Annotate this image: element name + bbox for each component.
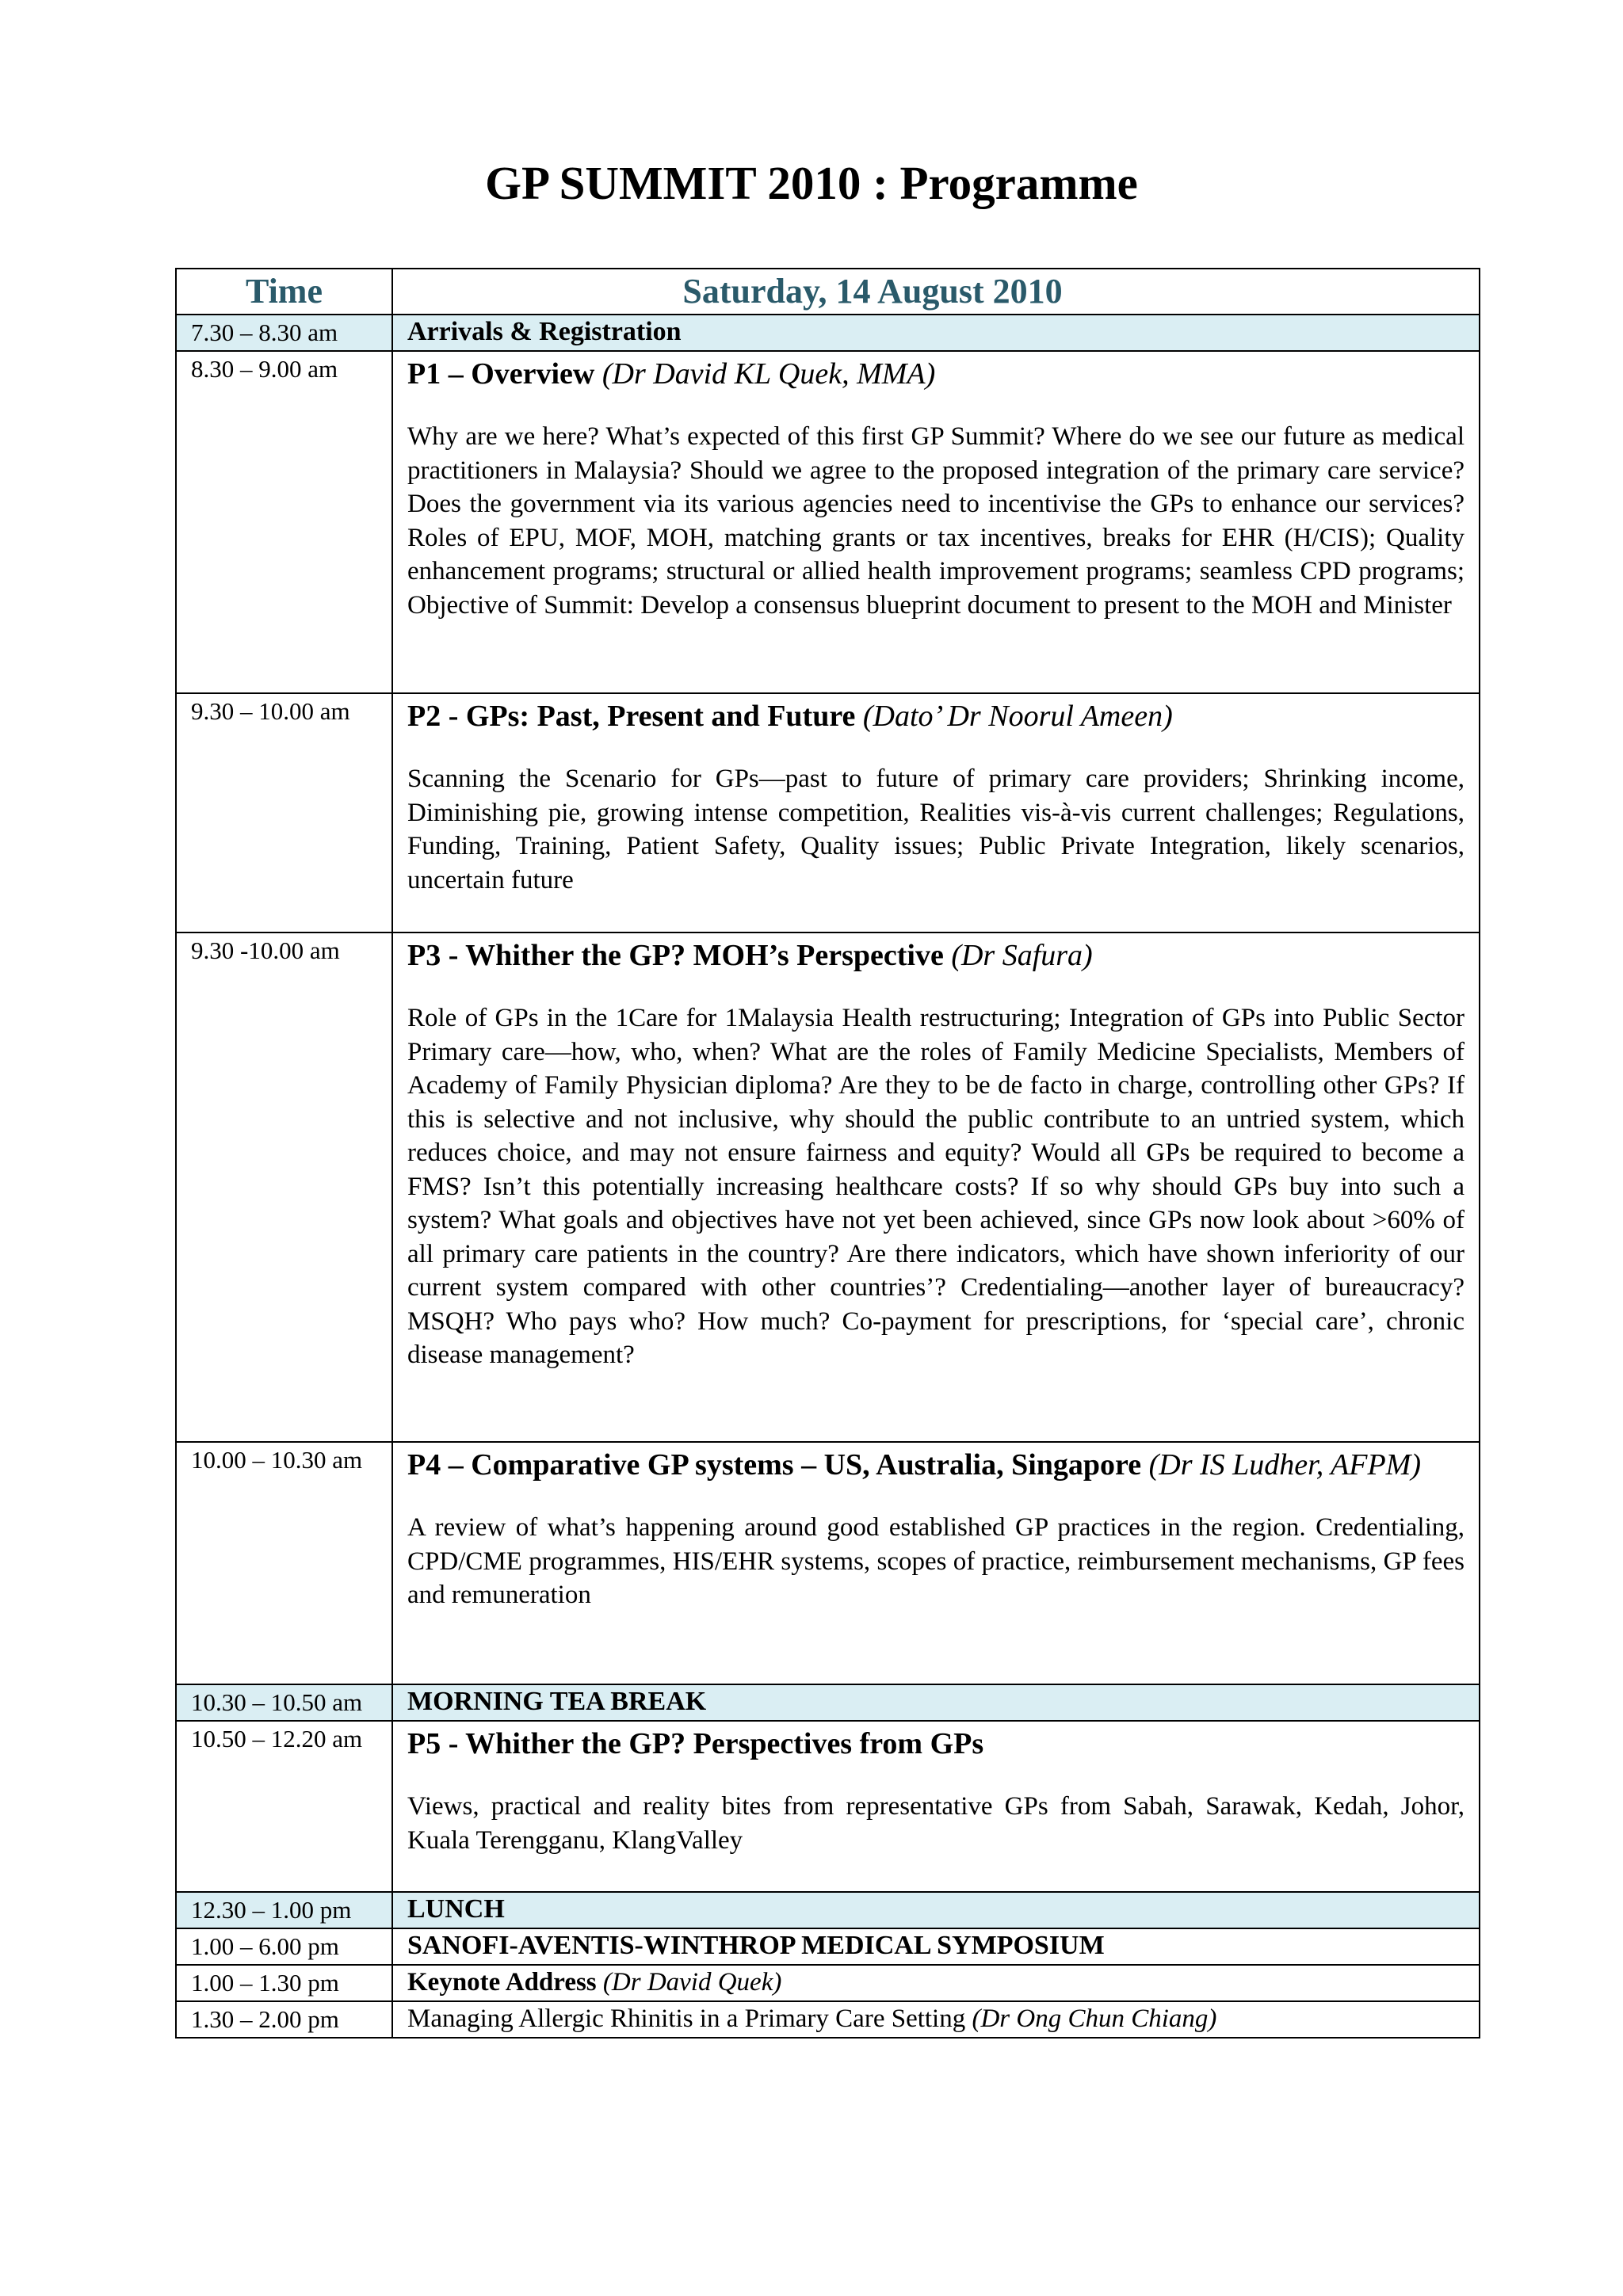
day-column-header: Saturday, 14 August 2010 [392,269,1480,315]
table-row [176,933,1480,1442]
table-row [176,315,1480,351]
session-title: Keynote Address [407,1968,597,1997]
session-title: P5 - Whither the GP? Perspectives from GPs [407,1727,984,1760]
session-description: Why are we here? What’s expected of this first GP Summit? Where do we see our future as medical practitioners in Malaysia? Should we agree to the proposed integration of the primary care service? Does the government via its various agencies need to incentivise the GPs to enhance our services? Roles of EPU, MOF, MOH, matching grants or tax incentives, breaks for EHR (H/CIS); Quality enhancement programs; structural or allied health improvement programs; seamless CPD programs; Objective of Summit: Develop a consensus blueprint document to present to the MOH and Minister [407,422,1465,620]
session-title: P2 - GPs: Past, Present and Future [407,700,856,733]
session-title: P4 – Comparative GP systems – US, Australia, Singapore [407,1448,1142,1482]
time-cell: 1.00 – 1.30 pm [176,1965,392,2001]
break-label: MORNING TEA BREAK [392,1684,1480,1721]
session-title: Managing Allergic Rhinitis in a Primary Care Setting [407,2004,966,2033]
table-row [176,351,1480,693]
session-speaker: (Dr Ong Chun Chiang) [972,2004,1217,2033]
time-cell: 10.50 – 12.20 am [176,1721,392,1892]
session-cell [392,933,1480,1442]
session-description: A review of what’s happening around good established GP practices in the region. Credentialing, CPD/CME programmes, HIS/EHR systems, scopes of practice, reimbursement mechanisms, GP fees and remuneration [407,1513,1465,1609]
session-heading [407,355,1465,393]
session-cell [392,693,1480,933]
session-title: P1 – Overview [407,357,595,391]
programme-table [175,268,1480,2039]
session-cell [392,1721,1480,1892]
break-label: LUNCH [392,1892,1480,1928]
session-cell [392,1965,1480,2001]
table-row [176,2001,1480,2038]
time-cell: 7.30 – 8.30 am [176,315,392,351]
time-cell: 12.30 – 1.00 pm [176,1892,392,1928]
session-speaker: (Dr IS Ludher, AFPM) [1148,1448,1421,1482]
session-heading [407,1725,1465,1763]
table-row [176,1965,1480,2001]
time-cell: 1.00 – 6.00 pm [176,1928,392,1965]
session-title: P3 - Whither the GP? MOH’s Perspective [407,939,944,972]
table-row [176,1892,1480,1928]
session-cell [392,351,1480,693]
session-speaker: (Dr David KL Quek, MMA) [601,357,936,391]
time-column-header: Time [176,269,392,315]
session-speaker: (Dato’ Dr Noorul Ameen) [862,700,1173,733]
time-cell: 10.00 – 10.30 am [176,1442,392,1684]
session-description: Views, practical and reality bites from representative GPs from Sabah, Sarawak, Kedah, Johor, Kuala Terengganu, KlangValley [407,1792,1465,1855]
table-row [176,1721,1480,1892]
table-row [176,1684,1480,1721]
header-row [176,269,1480,315]
time-cell: 10.30 – 10.50 am [176,1684,392,1721]
session-cell [392,2001,1480,2038]
session-heading [407,1446,1465,1484]
time-cell: 1.30 – 2.00 pm [176,2001,392,2038]
session-description: Scanning the Scenario for GPs—past to future of primary care providers; Shrinking income, Diminishing pie, growing intense competition, Realities vis-à-vis current challenges; Regulations, Funding, Training, Patient Safety, Quality issues; Public Private Integration, likely scenarios, uncertain future [407,765,1465,894]
table-row [176,693,1480,933]
session-heading [407,936,1465,974]
break-label: Arrivals & Registration [392,315,1480,351]
time-cell: 8.30 – 9.00 am [176,351,392,693]
table-row [176,1928,1480,1965]
session-speaker: (Dr David Quek) [602,1968,782,1997]
time-cell: 9.30 -10.00 am [176,933,392,1442]
session-speaker: (Dr Safura) [951,939,1093,972]
page-title: GP SUMMIT 2010 : Programme [485,157,1138,209]
session-heading [407,697,1465,735]
session-cell [392,1442,1480,1684]
time-cell: 9.30 – 10.00 am [176,693,392,933]
symposium-label: SANOFI-AVENTIS-WINTHROP MEDICAL SYMPOSIUM [392,1928,1480,1965]
session-description: Role of GPs in the 1Care for 1Malaysia Health restructuring; Integration of GPs into Public Sector Primary care—how, who, when? What are the roles of Family Medicine Specialists, Members of Academy of Family Physician diploma? Are they to be de facto in charge, controlling other GPs? If this is selective and not inclusive, why should the public contribute to an untried system, which reduces choice, and may not ensure fairness and equity? Would all GPs be required to become a FMS? Isn’t this potentially increasing healthcare costs? If so why should GPs buy into such a system? What goals and objectives have not yet been achieved, since GPs now look about >60% of all primary care patients in the country? Are there indicators, which have shown inferiority of our current system compared with other countries’? Credentialing—another layer of bureaucracy? MSQH? Who pays who? How much? Co-payment for prescriptions, for ‘special care’, chronic disease management? [407,1004,1465,1369]
table-row [176,1442,1480,1684]
